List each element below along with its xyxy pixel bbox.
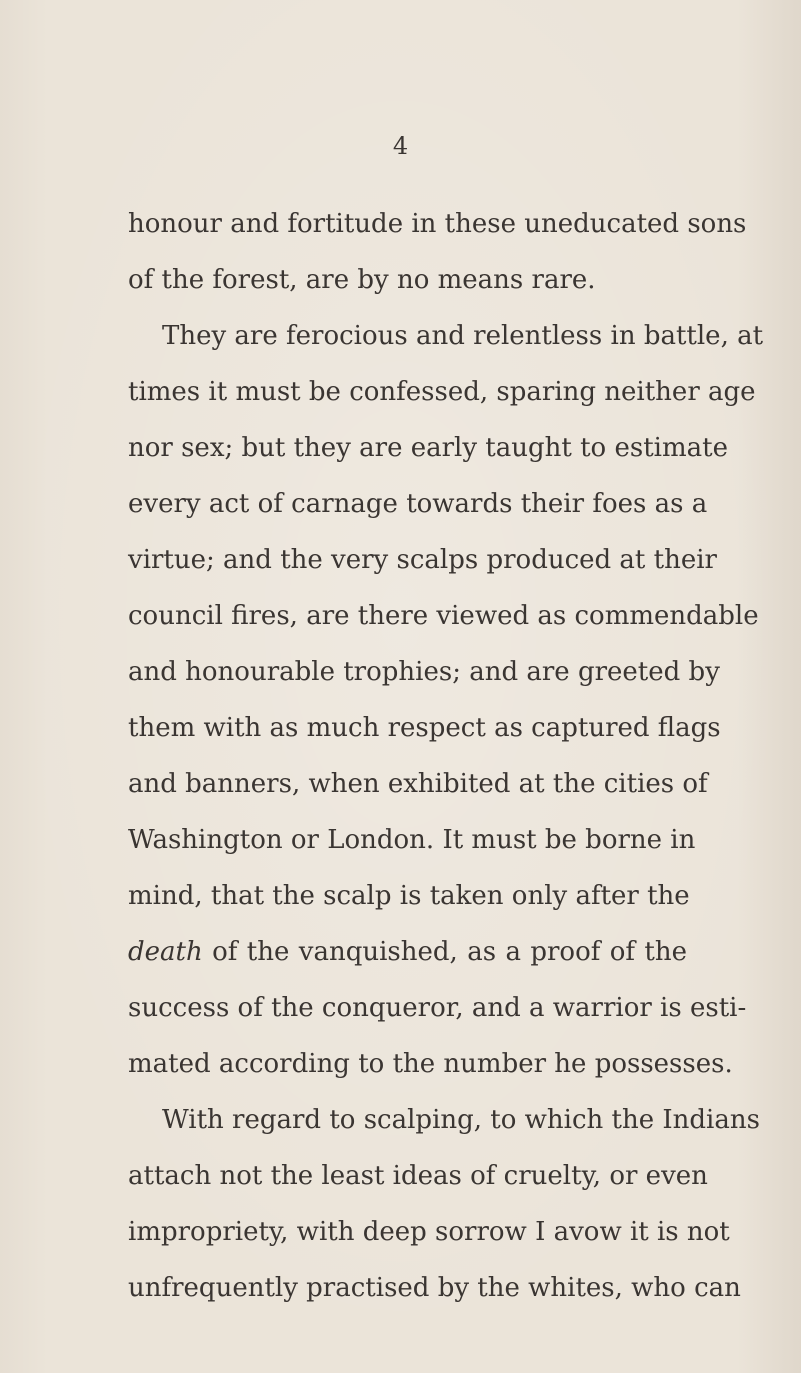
text-line: times it must be confessed, sparing neither age (128, 377, 756, 407)
text-line: and banners, when exhibited at the cities of (128, 769, 708, 799)
text-line: council fires, are there viewed as commendable (128, 601, 759, 631)
text-line: every act of carnage towards their foes as a (128, 489, 708, 519)
text-line: success of the conqueror, and a warrior is esti- (128, 993, 747, 1023)
page-number: 4 (392, 132, 409, 160)
text-line: virtue; and the very scalps produced at their (128, 545, 717, 575)
italic-word: death (128, 937, 203, 967)
text-line: mind, that the scalp is taken only after the (128, 881, 690, 911)
text-line (128, 924, 687, 980)
text-line: unfrequently practised by the whites, who can (128, 1273, 741, 1303)
text-line: them with as much respect as captured flags (128, 713, 721, 743)
text-line: mated according to the number he possesses. (128, 1049, 733, 1079)
text-line: nor sex; but they are early taught to estimate (128, 433, 728, 463)
text-line: With regard to scalping, to which the Indians (162, 1105, 760, 1135)
text-line: of the forest, are by no means rare. (128, 265, 596, 295)
text-line: and honourable trophies; and are greeted by (128, 657, 720, 687)
text-line: Washington or London. It must be borne in (128, 825, 696, 855)
text-line-rest: of the vanquished, as a proof of the (202, 937, 687, 967)
body-text (128, 196, 764, 1316)
text-line: They are ferocious and relentless in battle, at (162, 321, 764, 351)
text-line: attach not the least ideas of cruelty, or even (128, 1161, 708, 1191)
text-line: impropriety, with deep sorrow I avow it is not (128, 1217, 730, 1247)
text-line: honour and fortitude in these uneducated sons (128, 209, 747, 239)
